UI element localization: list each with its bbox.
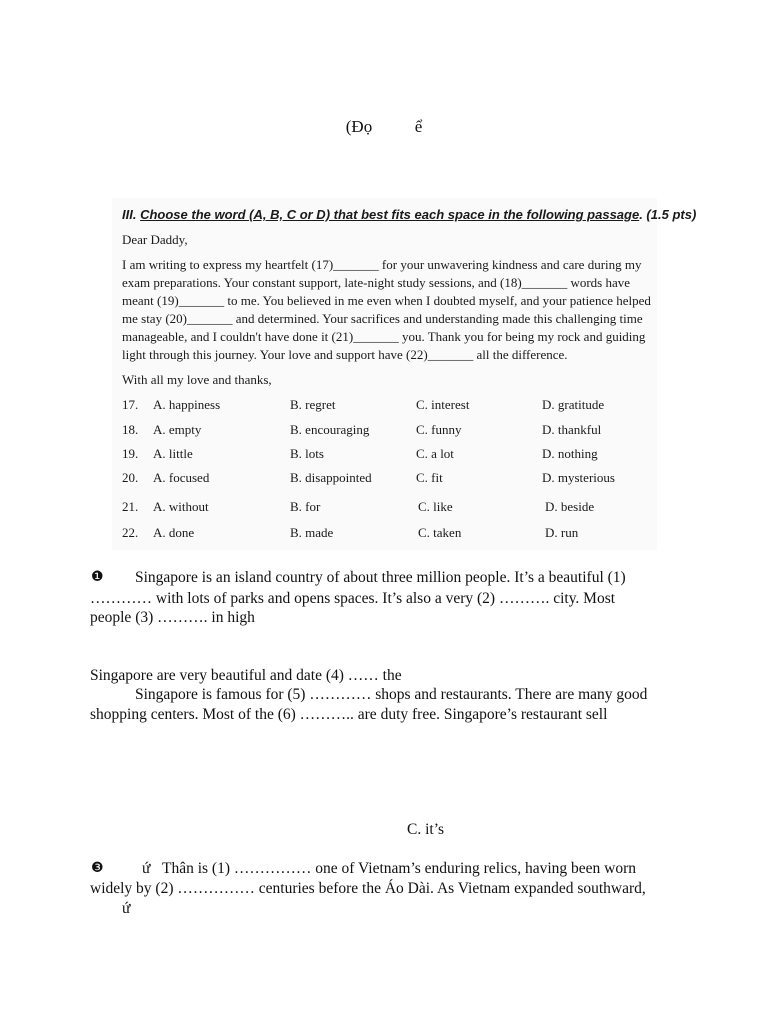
section3-line: Thân is (1) …………… one of Vietnam’s enduring relics, having been worn xyxy=(162,860,637,877)
option-d: D. mysterious xyxy=(542,470,615,485)
section1-line: ………… with lots of parks and opens spaces. It’s also a very (2) ………. city. Most xyxy=(90,590,616,607)
option-b: B. for xyxy=(290,499,321,514)
option-b: B. regret xyxy=(290,397,336,412)
section3-char: ứ xyxy=(142,860,151,877)
option-c: C. taken xyxy=(418,525,462,540)
option-d: D. beside xyxy=(545,499,595,514)
bullet-3-icon: ❸ xyxy=(91,860,104,876)
option-d: D. gratitude xyxy=(542,397,605,412)
option-a: A. happiness xyxy=(153,397,221,412)
option-a: A. little xyxy=(153,446,193,461)
question-number: 20. xyxy=(122,470,139,485)
greeting: Dear Daddy, xyxy=(122,232,188,247)
section2-line: shopping centers. Most of the (6) ……….. are duty free. Singapore’s restaurant sell xyxy=(90,706,608,723)
heading-points: . (1.5 pts) xyxy=(639,207,697,222)
question-number: 19. xyxy=(122,446,139,461)
heading-prefix: III. xyxy=(122,207,137,222)
option-a: A. empty xyxy=(153,422,202,437)
question-number: 17. xyxy=(122,397,139,412)
heading-instruction: Choose the word (A, B, C or D) that best fits each space in the following passage xyxy=(140,207,640,222)
option-c: C. like xyxy=(418,499,453,514)
exercise-image xyxy=(112,198,697,550)
option-d: D. nothing xyxy=(542,446,598,461)
exercise-heading xyxy=(122,207,696,222)
option-b: B. lots xyxy=(290,446,324,461)
option-b: B. disappointed xyxy=(290,470,372,485)
page-title xyxy=(0,117,768,137)
option-a: A. without xyxy=(153,499,209,514)
question-number: 22. xyxy=(122,525,139,540)
section2-line: Singapore are very beautiful and date (4) …… the xyxy=(90,667,402,684)
bullet-1-icon: ❶ xyxy=(91,569,104,585)
section3-line: ứ xyxy=(122,900,131,917)
option-c: C. a lot xyxy=(416,446,454,461)
option-c: C. interest xyxy=(416,397,470,412)
passage-line: me stay (20)_______ and determined. Your sacrifices and understanding made this challenging time xyxy=(122,311,643,326)
option-a: A. done xyxy=(153,525,195,540)
question-number: 21. xyxy=(122,499,139,514)
page-title-left: (Đọ xyxy=(345,117,373,136)
passage-line: light through this journey. Your love and support have (22)_______ all the difference. xyxy=(122,347,568,362)
passage-line: meant (19)_______ to me. You believed in me even when I doubted myself, and your patience helped xyxy=(122,293,651,308)
section3-line: widely by (2) …………… centuries before the Áo Dài. As Vietnam expanded southward, xyxy=(90,880,646,897)
question-number: 18. xyxy=(122,422,139,437)
passage-line: manageable, and I couldn't have done it (21)_______ you. Thank you for being my rock and guiding xyxy=(122,329,646,344)
option-b: B. encouraging xyxy=(290,422,370,437)
option-a: A. focused xyxy=(153,470,210,485)
page-title-right: ể xyxy=(414,117,423,136)
closing: With all my love and thanks, xyxy=(122,372,272,387)
option-d: D. run xyxy=(545,525,579,540)
option-fragment: C. it’s xyxy=(407,821,445,838)
section1-line: people (3) ………. in high xyxy=(90,609,255,626)
option-c: C. funny xyxy=(416,422,462,437)
passage-line: I am writing to express my heartfelt (17)_______ for your unwavering kindness and care during my xyxy=(122,257,642,272)
option-d: D. thankful xyxy=(542,422,602,437)
option-c: C. fit xyxy=(416,470,443,485)
option-b: B. made xyxy=(290,525,334,540)
passage-line: exam preparations. Your constant support, late-night study sessions, and (18)_______ words have xyxy=(122,275,631,290)
section2-line: Singapore is famous for (5) ………… shops and restaurants. There are many good xyxy=(135,686,648,703)
section1-line: Singapore is an island country of about three million people. It’s a beautiful (1) xyxy=(135,569,626,586)
